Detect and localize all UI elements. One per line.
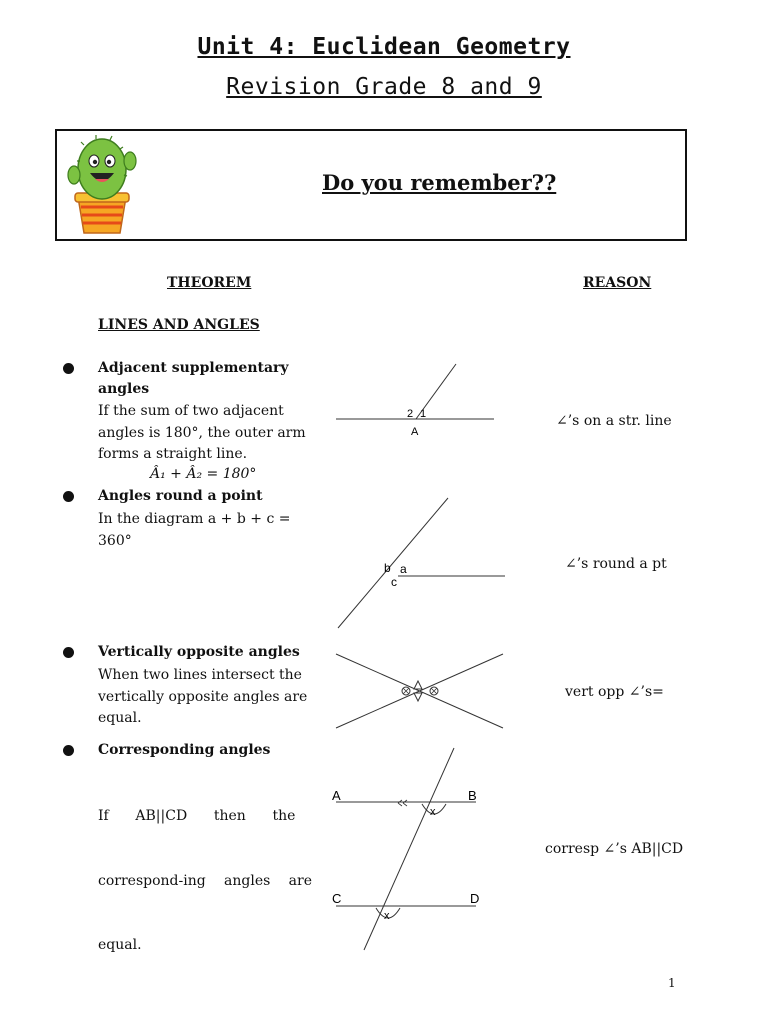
point-label-b: B [468, 788, 477, 803]
theorem-2-reason: ∠’s round a pt [565, 556, 667, 572]
theorem-1-title-cont: angles [98, 381, 150, 397]
theorem-column-header: THEOREM [167, 275, 252, 291]
page-number: 1 [668, 976, 676, 990]
theorem-4-text: If AB||CD then the correspond-ing angles are equal. [98, 808, 312, 953]
page-title: Unit 4: Euclidean Geometry [197, 34, 571, 60]
angle-label-2: 2 [407, 408, 414, 420]
theorem-2-title: Angles round a point [98, 488, 263, 504]
vertically-opposite-diagram [330, 648, 510, 738]
reason-column-header: REASON [583, 275, 652, 291]
angle-label-b: b [384, 561, 391, 575]
theorem-1-title: Adjacent supplementary [98, 360, 289, 376]
point-label-a: A [332, 788, 341, 803]
section-title: LINES AND ANGLES [98, 317, 260, 333]
point-label-d: D [470, 891, 480, 906]
theorem-1-formula: Â₁ + Â₂ = 180° [150, 466, 257, 482]
theorem-3-reason: vert opp ∠’s= [565, 684, 664, 700]
bullet-icon [63, 647, 74, 658]
theorem-4-title: Corresponding angles [98, 742, 271, 758]
point-label-c: C [332, 891, 342, 906]
point-label-a: A [411, 426, 419, 438]
bullet-icon [63, 363, 74, 374]
angle-label-x-top: x [430, 806, 436, 818]
angles-round-point-diagram [330, 492, 510, 632]
theorem-3-text: When two lines intersect the vertically opposite angles are equal. [98, 667, 308, 726]
theorem-1-text: If the sum of two adjacent angles is 180°, the outer arm forms a straight line. [98, 403, 306, 462]
theorem-3-title: Vertically opposite angles [98, 644, 300, 660]
angle-label-a: a [400, 562, 407, 576]
bullet-icon [63, 491, 74, 502]
banner-heading: Do you remember?? [322, 170, 557, 195]
adjacent-angles-diagram [330, 360, 500, 440]
corresponding-angles-diagram [326, 744, 502, 954]
cactus-mascot-icon [62, 131, 142, 235]
bullet-icon [63, 745, 74, 756]
angle-label-1: 1 [420, 408, 427, 420]
theorem-4-reason: corresp ∠’s AB||CD [545, 841, 684, 857]
page-subtitle: Revision Grade 8 and 9 [226, 74, 542, 100]
theorem-2-text: In the diagram a + b + c = 360° [98, 511, 291, 549]
theorem-1-reason: ∠’s on a str. line [556, 413, 672, 429]
angle-label-c: c [391, 575, 397, 589]
angle-label-x-bottom: x [384, 910, 390, 922]
